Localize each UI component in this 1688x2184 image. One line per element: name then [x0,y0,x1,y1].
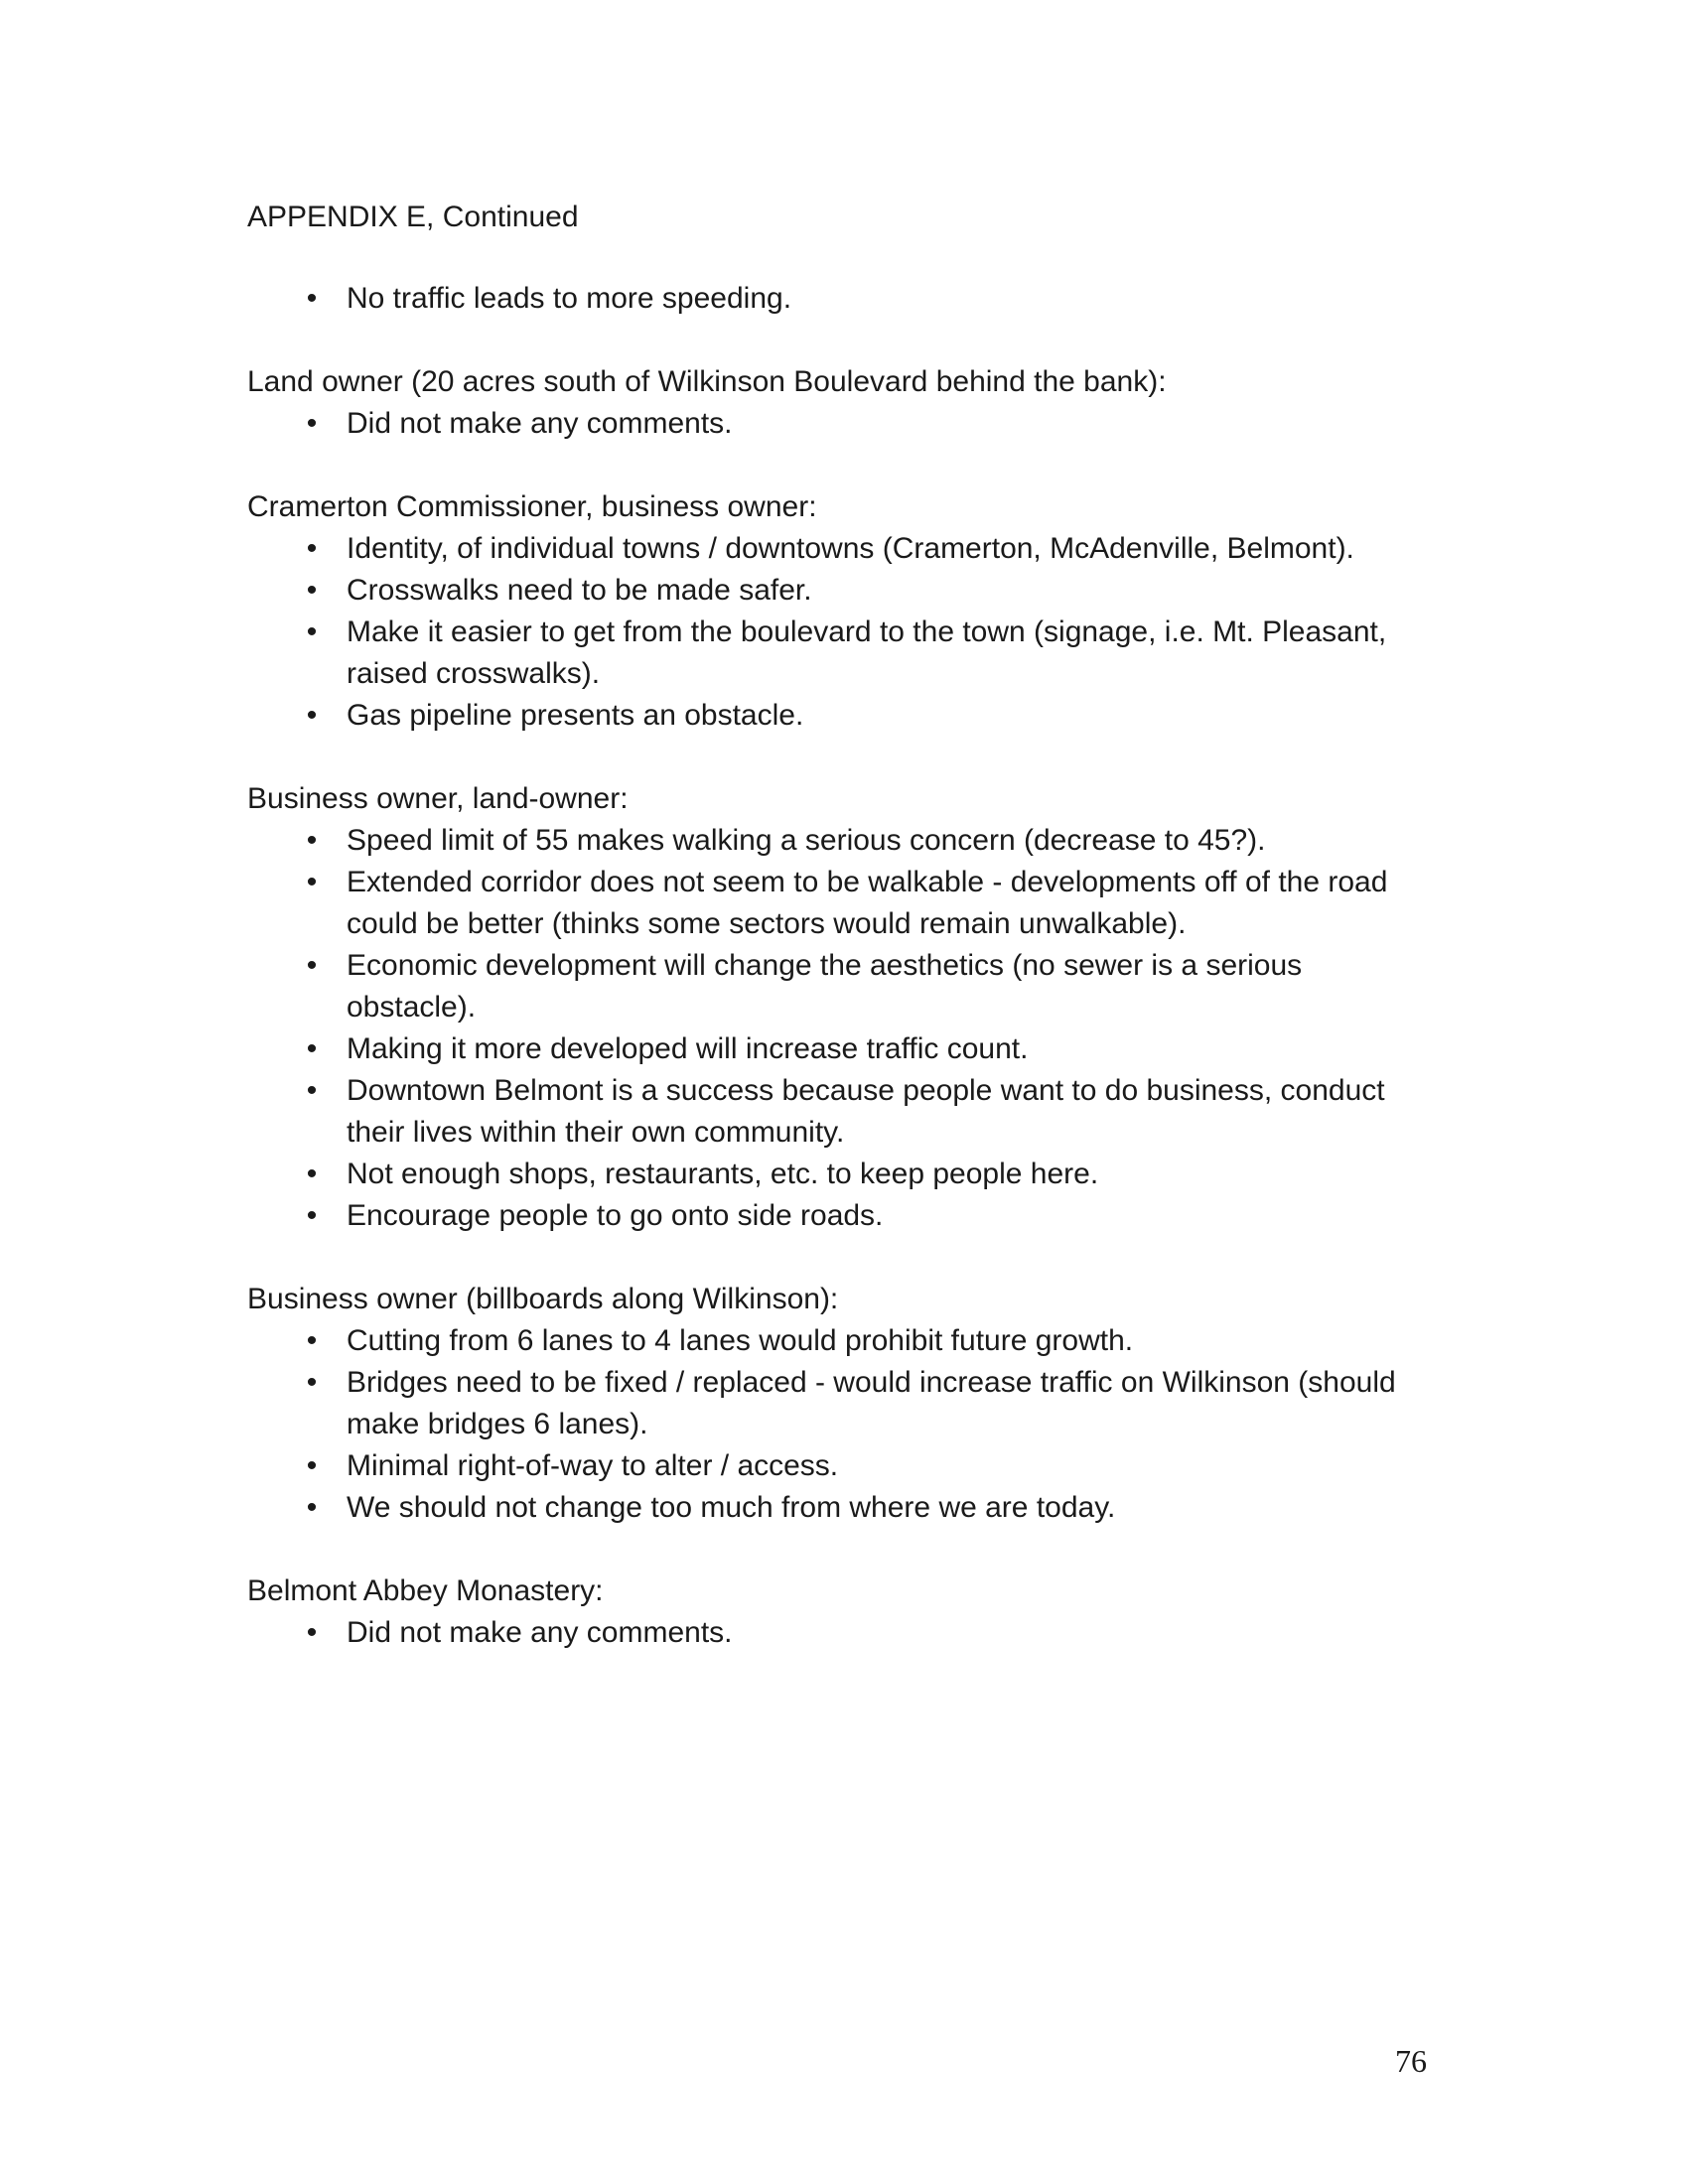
list-item-text: Not enough shops, restaurants, etc. to keep people here. [347,1158,1099,1190]
bullet-icon: • [306,282,318,315]
stakeholder-section [247,778,1439,1237]
bullet-icon: • [306,407,318,440]
document-page [247,197,1439,1654]
list-item [247,278,1439,320]
list-item-text: Economic development will change the aesthetics (no sewer is a serious obstacle). [347,949,1303,1024]
bullet-icon: • [306,699,318,732]
appendix-heading: APPENDIX E, Continued [247,201,579,233]
section-title: Business owner, land-owner: [247,782,629,815]
comment-list [247,528,1439,737]
list-item [247,862,1439,945]
list-item-text: Identity, of individual towns / downtowns (Cramerton, McAdenville, Belmont). [347,532,1354,565]
list-item-text: Downtown Belmont is a success because people want to do business, conduct their lives within their own community. [347,1074,1385,1149]
bullet-icon: • [306,1449,318,1482]
list-item [247,1320,1439,1362]
list-item-text: Making it more developed will increase traffic count. [347,1032,1029,1065]
list-item-text: Extended corridor does not seem to be walkable - developments off of the road could be better (thinks some sectors would remain unwalkable). [347,866,1388,940]
comment-list [247,1320,1439,1529]
bullet-icon: • [306,1158,318,1190]
stakeholder-section [247,1570,1439,1654]
list-item-text: Did not make any comments. [347,1616,733,1649]
list-item [247,570,1439,612]
bullet-icon: • [306,1199,318,1232]
list-item [247,528,1439,570]
intro-list [247,278,1439,320]
comment-list [247,820,1439,1237]
list-item-text: Gas pipeline presents an obstacle. [347,699,804,732]
bullet-icon: • [306,1324,318,1357]
list-item [247,1070,1439,1154]
list-item [247,612,1439,695]
bullet-icon: • [306,574,318,607]
section-title: Business owner (billboards along Wilkinson): [247,1283,839,1315]
list-item [247,695,1439,737]
stakeholder-section [247,486,1439,737]
comment-list [247,403,1439,445]
bullet-icon: • [306,949,318,982]
list-item [247,820,1439,862]
section-title: Land owner (20 acres south of Wilkinson Boulevard behind the bank): [247,365,1167,398]
list-item-text: Encourage people to go onto side roads. [347,1199,884,1232]
list-item [247,1445,1439,1487]
list-item-text: Bridges need to be fixed / replaced - would increase traffic on Wilkinson (should make bridges 6 lanes). [347,1366,1396,1440]
section-title: Cramerton Commissioner, business owner: [247,490,817,523]
list-item [247,1612,1439,1654]
bullet-icon: • [306,1616,318,1649]
list-item-text: Speed limit of 55 makes walking a serious concern (decrease to 45?). [347,824,1266,857]
bullet-icon: • [306,1074,318,1107]
list-item [247,1154,1439,1195]
stakeholder-sections [247,361,1439,1654]
stakeholder-section [247,1279,1439,1529]
list-item-text: No traffic leads to more speeding. [347,282,792,315]
list-item-text: Minimal right-of-way to alter / access. [347,1449,839,1482]
bullet-icon: • [306,532,318,565]
list-item-text: Did not make any comments. [347,407,733,440]
bullet-icon: • [306,615,318,648]
page-number: 76 [1395,2043,1427,2079]
comment-list [247,1612,1439,1654]
bullet-icon: • [306,866,318,898]
list-item-text: We should not change too much from where we are today. [347,1491,1116,1524]
bullet-icon: • [306,1491,318,1524]
bullet-icon: • [306,1366,318,1399]
list-item-text: Crosswalks need to be made safer. [347,574,812,607]
list-item [247,403,1439,445]
intro-bullet-list [247,278,1439,320]
list-item-text: Make it easier to get from the boulevard to the town (signage, i.e. Mt. Pleasant, raised crosswalks). [347,615,1387,690]
list-item [247,1028,1439,1070]
bullet-icon: • [306,824,318,857]
list-item [247,945,1439,1028]
stakeholder-section [247,361,1439,445]
list-item [247,1195,1439,1237]
list-item-text: Cutting from 6 lanes to 4 lanes would prohibit future growth. [347,1324,1134,1357]
section-title: Belmont Abbey Monastery: [247,1574,604,1607]
list-item [247,1487,1439,1529]
bullet-icon: • [306,1032,318,1065]
list-item [247,1362,1439,1445]
